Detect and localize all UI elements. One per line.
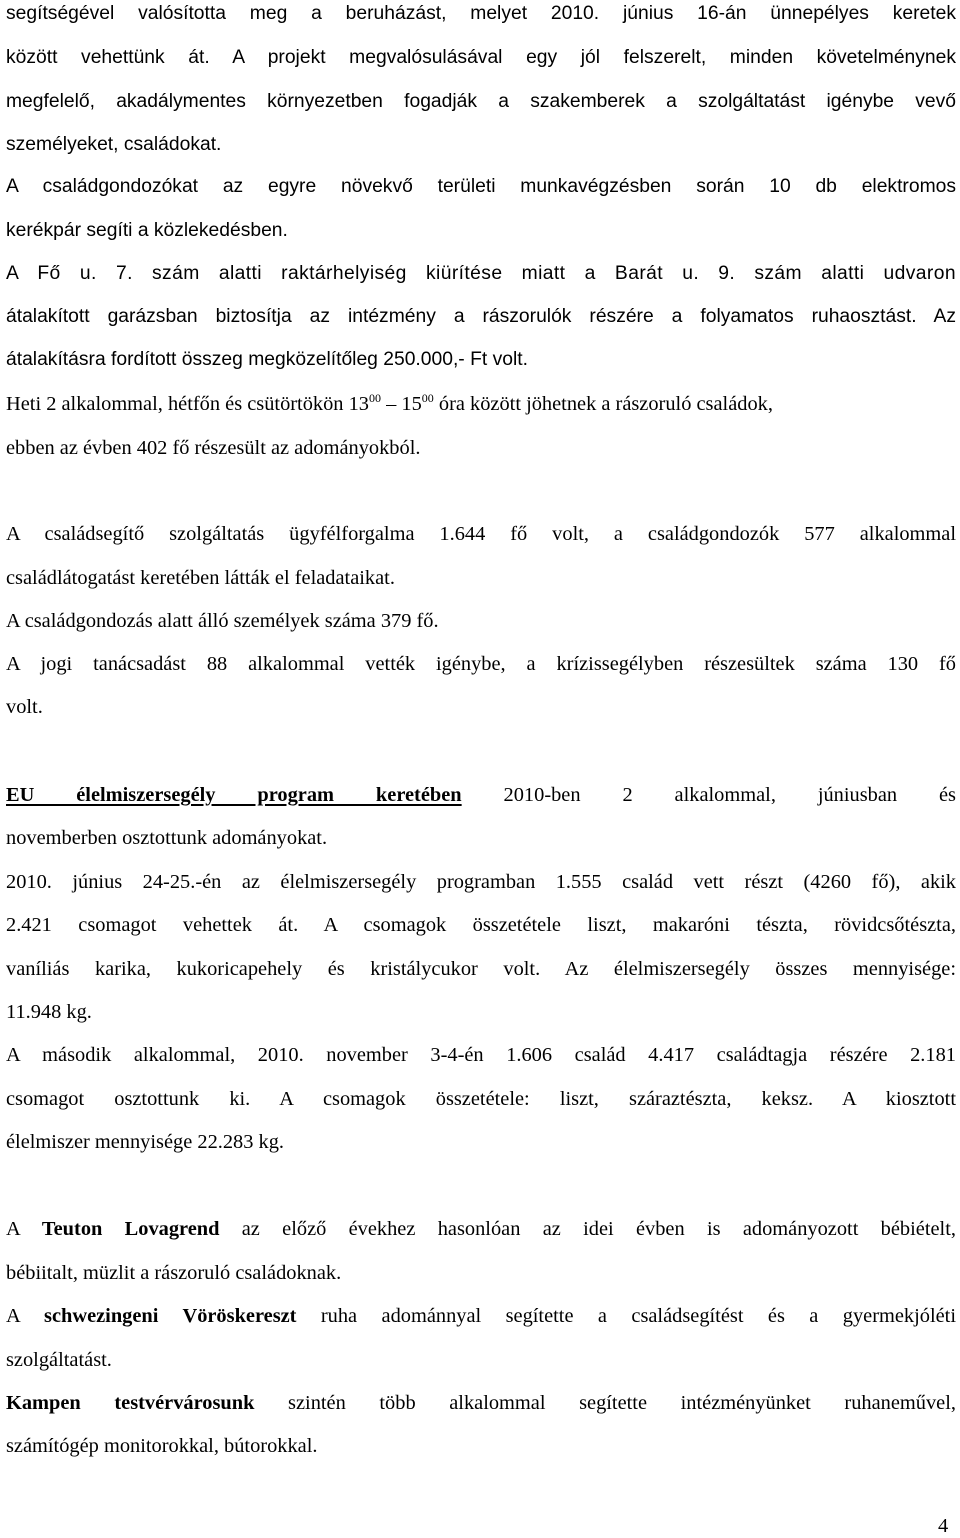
text-line: [6, 391, 956, 417]
text-line: között vehettünk át. A projekt megvalósulásával egy jól felszerelt, minden követelménynek: [6, 47, 956, 68]
text-span: A: [6, 1218, 42, 1240]
text-span: szintén több alkalommal segítette intézményünket ruhaneművel,: [254, 1392, 956, 1414]
text-line: átalakításra fordított összeg megközelítőleg 250.000,- Ft volt.: [6, 349, 528, 370]
text-line: A második alkalommal, 2010. november 3-4-én 1.606 család 4.417 családtagja részére 2.181: [6, 1044, 956, 1066]
text-line: 2.421 csomagot vehettek át. A csomagok összetétele liszt, makaróni tészta, rövidcsőtészta,: [6, 914, 956, 936]
text-line: bébiitalt, müzlit a rászoruló családoknak.: [6, 1262, 342, 1284]
text-span: – 15: [381, 393, 422, 415]
text-line: novemberben osztottunk adományokat.: [6, 827, 328, 849]
text-line: [6, 1216, 956, 1242]
text-line: élelmiszer mennyisége 22.283 kg.: [6, 1131, 285, 1153]
text-line: ebben az évben 402 fő részesült az adományokból.: [6, 437, 421, 459]
text-line: szolgáltatást.: [6, 1349, 112, 1371]
text-line: A családgondozókat az egyre növekvő területi munkavégzésben során 10 db elektromos: [6, 176, 956, 197]
text-line: segítségével valósította meg a beruházást, melyet 2010. június 16-án ünnepélyes keretek: [6, 3, 956, 24]
text-line: 2010. június 24-25.-én az élelmiszersegély programban 1.555 család vett részt (4260 fő), akik: [6, 871, 956, 893]
text-line: személyeket, családokat.: [6, 134, 222, 155]
superscript: 00: [421, 391, 434, 405]
page-number: 4: [938, 1515, 949, 1537]
text-line: családlátogatást keretében látták el feladataikat.: [6, 567, 395, 589]
text-span: az előző évekhez hasonlóan az idei évben is adományozott bébiételt,: [219, 1218, 956, 1240]
text-line: A jogi tanácsadást 88 alkalommal vették igénybe, a krízissegélyben részesültek száma 130 fő: [6, 653, 956, 675]
text-line: megfelelő, akadálymentes környezetben fogadják a szakemberek a szolgáltatást igénybe vevő: [6, 91, 956, 112]
text-line: volt.: [6, 696, 43, 718]
bold-text: EU élelmiszersegély program keretében: [6, 784, 462, 806]
text-line: kerékpár segíti a közlekedésben.: [6, 220, 288, 241]
text-line: [6, 782, 956, 808]
bold-text: Teuton Lovagrend: [41, 1218, 220, 1240]
text-line: 11.948 kg.: [6, 1001, 92, 1023]
text-line: A családgondozás alatt álló személyek száma 379 fő.: [6, 610, 439, 632]
bold-text: schwezingeni Vöröskereszt: [44, 1305, 297, 1327]
text-span: Heti 2 alkalommal, hétfőn és csütörtökön 13: [6, 393, 369, 415]
bold-text: Kampen testvérvárosunk: [6, 1392, 255, 1414]
text-line: számítógép monitorokkal, bútorokkal.: [6, 1435, 318, 1457]
text-line: [6, 1390, 956, 1416]
text-line: A Fő u. 7. szám alatti raktárhelyiség kiürítése miatt a Barát u. 9. szám alatti udvaron: [6, 263, 956, 284]
text-line: vaníliás karika, kukoricapehely és kristálycukor volt. Az élelmiszersegély összes mennyisége:: [6, 958, 956, 980]
text-span: ruha adománnyal segítette a családsegítést és a gyermekjóléti: [296, 1305, 956, 1327]
text-line: [6, 1303, 956, 1329]
text-span: óra között jöhetnek a rászoruló családok,: [433, 393, 773, 415]
text-line: csomagot osztottunk ki. A csomagok összetétele: liszt, száraztészta, keksz. A kiosztott: [6, 1088, 956, 1110]
text-line: átalakított garázsban biztosítja az intézmény a rászorulók részére a folyamatos ruhaosztást. Az: [6, 306, 956, 327]
superscript: 00: [369, 391, 381, 405]
text-line: A családsegítő szolgáltatás ügyfélforgalma 1.644 fő volt, a családgondozók 577 alkalommal: [6, 523, 956, 545]
text-span: A: [6, 1305, 45, 1327]
text-span: 2010-ben 2 alkalommal, júniusban és: [461, 784, 956, 806]
